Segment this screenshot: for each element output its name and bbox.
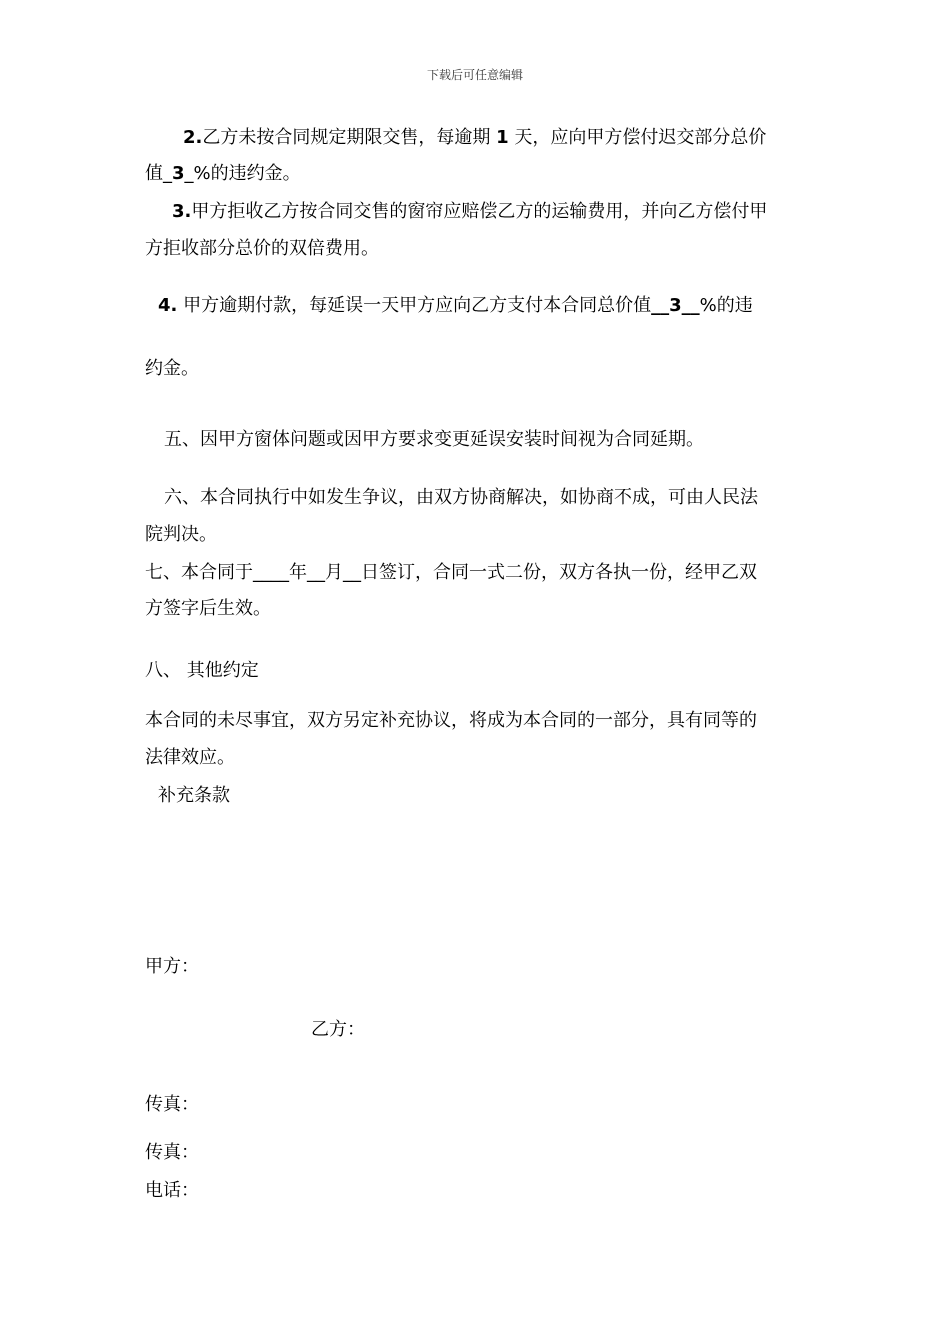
clause-2-text: 乙方未按合同规定期限交售，每逾期: [202, 127, 491, 148]
clause-3-line-2: 方拒收部分总价的双倍费用。: [145, 238, 379, 259]
section-7-line-1: 七、本合同于____年__月__日签订，合同一式二份，双方各执一份，经甲乙双: [145, 562, 757, 583]
clause-2-days: 1: [496, 127, 509, 148]
clause-4-rate: __3__: [651, 295, 700, 316]
clause-2-text-end: 天，应向甲方偿付迟交部分总价: [514, 127, 767, 148]
clause-3-number: 3.: [172, 201, 192, 222]
section-8-line-1: 本合同的未尽事宜，双方另定补充协议，将成为本合同的一部分，具有同等的: [145, 710, 757, 731]
clause-4-number: 4.: [158, 295, 178, 316]
clause-2-line-2: 值_3_%的违约金。: [145, 163, 301, 184]
clause-4-line-2: 约金。: [145, 358, 199, 379]
clause-2-line-1: [183, 126, 766, 150]
party-a-label: 甲方：: [145, 956, 199, 977]
party-b-label: 乙方：: [311, 1019, 365, 1040]
phone-label: 电话：: [145, 1180, 199, 1201]
section-8-line-2: 法律效应。: [145, 747, 235, 768]
section-7-line-2: 方签字后生效。: [145, 598, 271, 619]
clause-2-number: 2.: [183, 127, 203, 148]
clause-3-line-1: 3.甲方拒收乙方按合同交售的窗帘应赔偿乙方的运输费用，并向乙方偿付甲: [172, 201, 768, 222]
page-header: 下载后可任意编辑: [426, 68, 523, 82]
supplement-heading: 补充条款: [158, 785, 230, 806]
clause-4-line-1: 4. 甲方逾期付款，每延误一天甲方应向乙方支付本合同总价值__3__%的违: [158, 295, 753, 316]
section-5: 五、因甲方窗体问题或因甲方要求变更延误安装时间视为合同延期。: [164, 429, 704, 450]
section-6-line-2: 院判决。: [145, 524, 217, 545]
fax-label-2: 传真：: [145, 1142, 199, 1163]
section-6-line-1: 六、本合同执行中如发生争议，由双方协商解决，如协商不成，可由人民法: [164, 487, 758, 508]
fax-label-1: 传真：: [145, 1094, 199, 1115]
section-8-title: 八、 其他约定: [145, 660, 259, 681]
clause-2-rate: 3: [172, 163, 185, 184]
